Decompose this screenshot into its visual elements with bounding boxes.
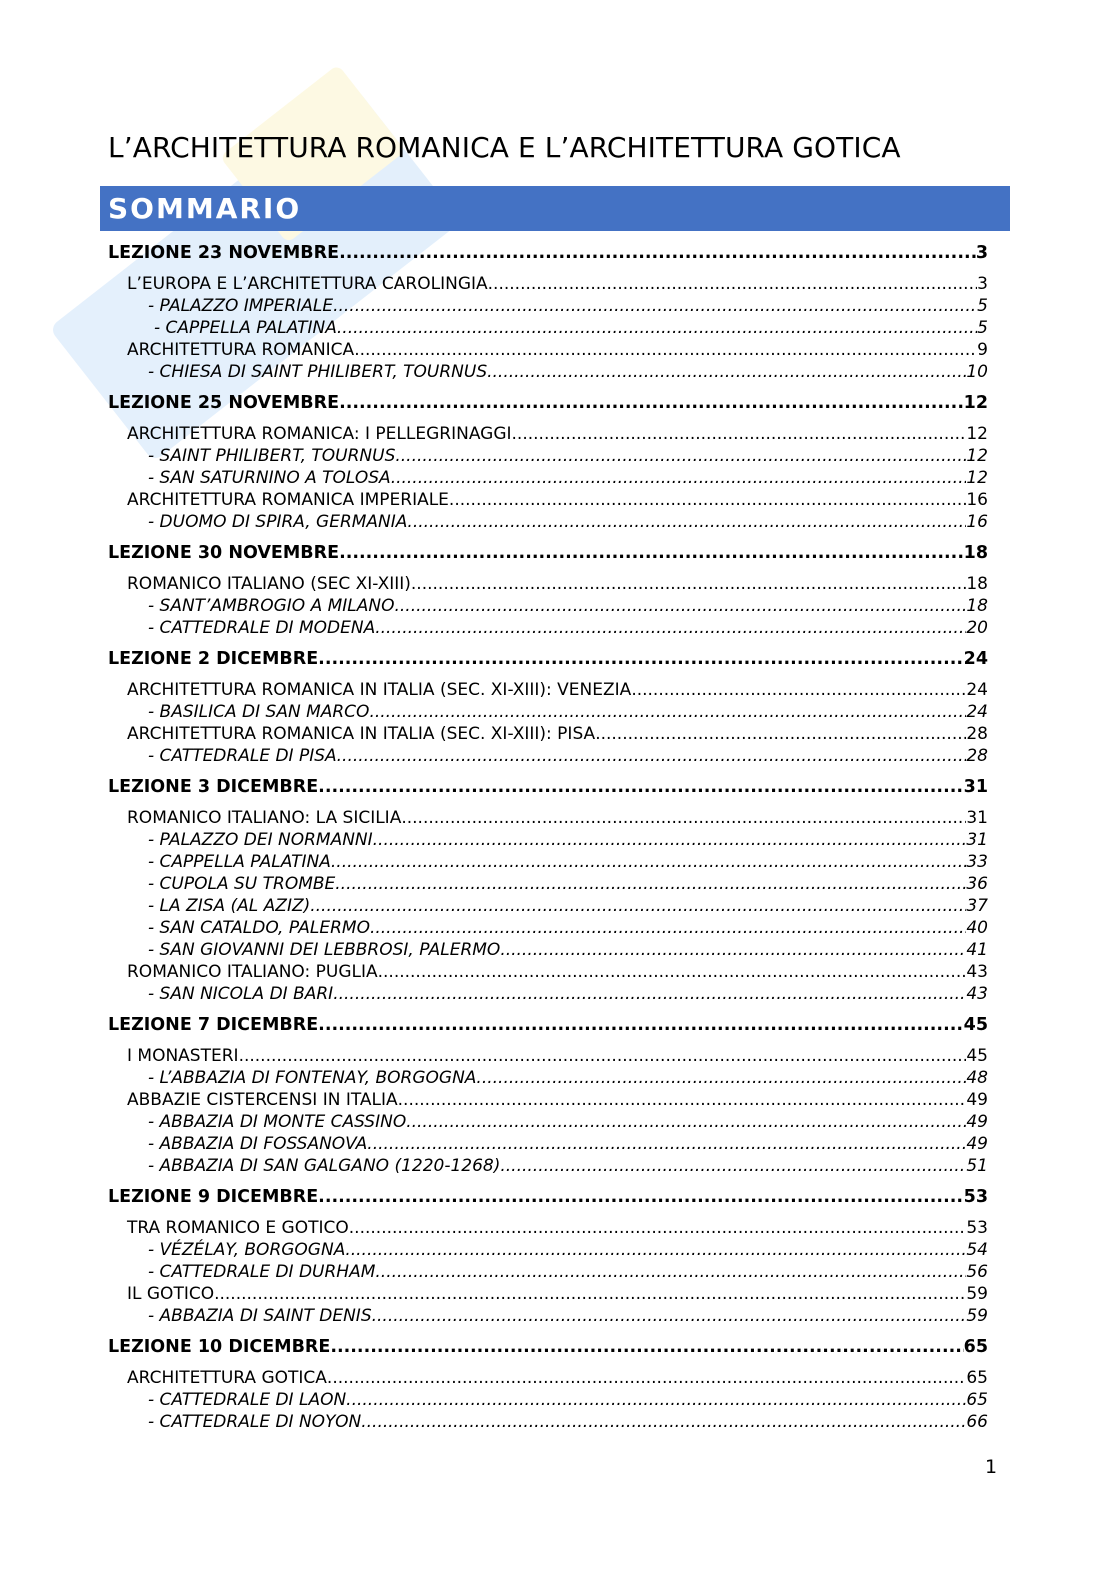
toc-section-entry[interactable] — [127, 1089, 988, 1111]
toc-section-entry[interactable] — [127, 339, 988, 361]
toc-lesson-entry-page-number: 24 — [963, 649, 988, 669]
toc-subsection-entry-label: - CAPPELLA PALATINA — [148, 852, 331, 872]
toc-lesson-entry[interactable] — [108, 1184, 988, 1210]
toc-subsection-entry-page-number: 41 — [966, 940, 988, 960]
toc-subsection-entry-label: - BASILICA DI SAN MARCO — [148, 702, 370, 722]
toc-subsection-entry-label: - CAPPELLA PALATINA — [154, 318, 337, 338]
toc-subsection-entry-page-number: 28 — [966, 746, 988, 766]
toc-lesson-entry-page-number: 3 — [975, 243, 988, 263]
dot-leader — [327, 1367, 966, 1389]
toc-lesson-block — [0, 390, 1116, 533]
toc-subsection-entry-label: - PALAZZO IMPERIALE — [148, 296, 334, 316]
dot-leader — [331, 851, 966, 873]
toc-lesson-block — [0, 540, 1116, 639]
dot-leader — [318, 1184, 963, 1210]
toc-subsection-entry[interactable] — [148, 1111, 988, 1133]
dot-leader — [500, 939, 966, 961]
toc-lesson-entry-page-number: 45 — [963, 1015, 988, 1035]
toc-section-entry-page-number: 43 — [966, 962, 988, 982]
dot-leader — [339, 390, 964, 416]
toc-lesson-block — [0, 1012, 1116, 1177]
dot-leader — [395, 445, 966, 467]
dot-leader — [337, 317, 977, 339]
toc-subsection-entry-label: - ABBAZIA DI MONTE CASSINO — [148, 1112, 407, 1132]
toc-subsection-entry-label: - DUOMO DI SPIRA, GERMANIA — [148, 512, 408, 532]
toc-subsection-entry[interactable] — [148, 1067, 988, 1089]
dot-leader — [333, 983, 966, 1005]
toc-subsection-entry[interactable] — [148, 467, 988, 489]
toc-subsection-entry[interactable] — [148, 1261, 988, 1283]
toc-section-entry-label: ROMANICO ITALIANO: LA SICILIA — [127, 808, 402, 828]
toc-subsection-entry-page-number: 24 — [966, 702, 988, 722]
toc-subsection-entry[interactable] — [154, 317, 988, 339]
dot-leader — [339, 540, 964, 566]
toc-section-entry-label: IL GOTICO — [127, 1284, 215, 1304]
toc-subsection-entry-label: - SAN GIOVANNI DEI LEBBROSI, PALERMO — [148, 940, 501, 960]
toc-section-entry-page-number: 12 — [966, 424, 988, 444]
dot-leader — [214, 1283, 966, 1305]
toc-lesson-entry[interactable] — [108, 774, 988, 800]
dot-leader — [318, 646, 963, 672]
toc-subsection-entry[interactable] — [148, 917, 988, 939]
toc-subsection-entry-page-number: 12 — [966, 468, 988, 488]
toc-subsection-entry[interactable] — [148, 1411, 988, 1433]
toc-section-entry-page-number: 18 — [966, 574, 988, 594]
dot-leader — [372, 1305, 967, 1327]
toc-subsection-entry-label: - ABBAZIA DI SAINT DENIS — [148, 1306, 372, 1326]
toc-lesson-entry[interactable] — [108, 540, 988, 566]
toc-subsection-entry-page-number: 37 — [966, 896, 988, 916]
toc-subsection-entry-label: - SAN SATURNINO A TOLOSA — [148, 468, 391, 488]
toc-subsection-entry-page-number: 43 — [966, 984, 988, 1004]
toc-subsection-entry[interactable] — [148, 983, 988, 1005]
toc-section-entry[interactable] — [127, 423, 988, 445]
toc-section-entry[interactable] — [127, 679, 988, 701]
dot-leader — [375, 1261, 966, 1283]
toc-lesson-entry-page-number: 53 — [963, 1187, 988, 1207]
toc-section-entry-label: I MONASTERI — [127, 1046, 239, 1066]
toc-subsection-entry-page-number: 36 — [966, 874, 988, 894]
dot-leader — [375, 617, 966, 639]
toc-section-entry-label: TRA ROMANICO E GOTICO — [127, 1218, 349, 1238]
toc-subsection-entry-page-number: 66 — [966, 1412, 988, 1432]
toc-section-entry-label: L’EUROPA E L’ARCHITETTURA CAROLINGIA — [127, 274, 488, 294]
dot-leader — [310, 895, 966, 917]
toc-subsection-entry[interactable] — [148, 1239, 988, 1261]
toc-lesson-entry-label: LEZIONE 2 DICEMBRE — [108, 649, 319, 669]
dot-leader — [411, 573, 966, 595]
dot-leader — [335, 873, 966, 895]
toc-subsection-entry-page-number: 16 — [966, 512, 988, 532]
dot-leader — [395, 595, 967, 617]
toc-lesson-block — [0, 1184, 1116, 1327]
toc-section-entry-label: ARCHITETTURA GOTICA — [127, 1368, 327, 1388]
toc-section-entry-page-number: 16 — [966, 490, 988, 510]
dot-leader — [631, 679, 966, 701]
toc-section-entry-page-number: 53 — [966, 1218, 988, 1238]
toc-subsection-entry-label: - CHIESA DI SAINT PHILIBERT, TOURNUS — [148, 362, 488, 382]
dot-leader — [449, 489, 966, 511]
toc-subsection-entry-label: - CUPOLA SU TROMBE — [148, 874, 336, 894]
document-title: L’ARCHITETTURA ROMANICA E L’ARCHITETTURA GOTICA — [108, 131, 901, 164]
toc-section-entry-page-number: 24 — [966, 680, 988, 700]
toc-subsection-entry-page-number: 49 — [966, 1134, 988, 1154]
dot-leader — [476, 1067, 966, 1089]
toc-subsection-entry-label: - CATTEDRALE DI DURHAM — [148, 1262, 376, 1282]
toc-subsection-entry[interactable] — [148, 1133, 988, 1155]
toc-lesson-block — [0, 240, 1116, 383]
toc-subsection-entry-label: - CATTEDRALE DI LAON — [148, 1390, 347, 1410]
toc-section-entry-page-number: 31 — [966, 808, 988, 828]
toc-section-entry[interactable] — [127, 273, 988, 295]
toc-subsection-entry-page-number: 48 — [966, 1068, 988, 1088]
dot-leader — [337, 745, 967, 767]
dot-leader — [373, 829, 967, 851]
dot-leader — [487, 361, 966, 383]
toc-subsection-entry-label: - VÉZÉLAY, BORGOGNA — [148, 1240, 346, 1260]
toc-section-entry-label: ROMANICO ITALIANO: PUGLIA — [127, 962, 378, 982]
toc-subsection-entry-label: - SANT’AMBROGIO A MILANO — [148, 596, 395, 616]
toc-subsection-entry-label: - CATTEDRALE DI NOYON — [148, 1412, 362, 1432]
toc-subsection-entry-label: - CATTEDRALE DI PISA — [148, 746, 337, 766]
table-of-contents — [0, 240, 1116, 1440]
toc-subsection-entry-page-number: 51 — [966, 1156, 988, 1176]
toc-subsection-entry[interactable] — [148, 1155, 988, 1177]
dot-leader — [378, 961, 967, 983]
toc-subsection-entry-page-number: 33 — [966, 852, 988, 872]
toc-subsection-entry-page-number: 12 — [966, 446, 988, 466]
toc-lesson-entry[interactable] — [108, 1334, 988, 1360]
dot-leader — [367, 1133, 966, 1155]
toc-section-entry[interactable] — [127, 573, 988, 595]
toc-section-entry[interactable] — [127, 489, 988, 511]
dot-leader — [333, 295, 977, 317]
toc-subsection-entry-page-number: 65 — [966, 1390, 988, 1410]
toc-lesson-entry-label: LEZIONE 7 DICEMBRE — [108, 1015, 319, 1035]
toc-lesson-entry-page-number: 31 — [963, 777, 988, 797]
dot-leader — [398, 1089, 967, 1111]
toc-subsection-entry[interactable] — [148, 445, 988, 467]
dot-leader — [354, 339, 977, 361]
dot-leader — [330, 1334, 963, 1360]
toc-section-entry-page-number: 49 — [966, 1090, 988, 1110]
toc-lesson-entry[interactable] — [108, 1012, 988, 1038]
toc-subsection-entry-label: - SAINT PHILIBERT, TOURNUS — [148, 446, 396, 466]
toc-subsection-entry[interactable] — [148, 829, 988, 851]
dot-leader — [391, 467, 967, 489]
toc-section-entry-label: ARCHITETTURA ROMANICA — [127, 340, 355, 360]
toc-section-entry[interactable] — [127, 1217, 988, 1239]
toc-lesson-entry-label: LEZIONE 25 NOVEMBRE — [108, 393, 340, 413]
toc-subsection-entry-page-number: 31 — [966, 830, 988, 850]
toc-lesson-entry-label: LEZIONE 9 DICEMBRE — [108, 1187, 319, 1207]
toc-subsection-entry-label: - L’ABBAZIA DI FONTENAY, BORGOGNA — [148, 1068, 477, 1088]
dot-leader — [345, 1239, 966, 1261]
toc-section-entry-label: ARCHITETTURA ROMANICA IN ITALIA (SEC. XI-XIII): VENEZIA — [127, 680, 632, 700]
toc-subsection-entry-label: - CATTEDRALE DI MODENA — [148, 618, 376, 638]
dot-leader — [500, 1155, 966, 1177]
toc-lesson-entry[interactable] — [108, 646, 988, 672]
dot-leader — [370, 917, 966, 939]
toc-subsection-entry-page-number: 5 — [977, 296, 988, 316]
toc-section-entry[interactable] — [127, 723, 988, 745]
toc-section-entry[interactable] — [127, 1283, 988, 1305]
toc-subsection-entry[interactable] — [148, 595, 988, 617]
toc-subsection-entry[interactable] — [148, 873, 988, 895]
dot-leader — [349, 1217, 967, 1239]
toc-lesson-entry[interactable] — [108, 390, 988, 416]
toc-lesson-block — [0, 646, 1116, 767]
toc-section-entry-page-number: 3 — [977, 274, 988, 294]
toc-lesson-entry-label: LEZIONE 23 NOVEMBRE — [108, 243, 340, 263]
toc-lesson-entry[interactable] — [108, 240, 988, 266]
toc-subsection-entry[interactable] — [148, 745, 988, 767]
toc-lesson-entry-label: LEZIONE 30 NOVEMBRE — [108, 543, 340, 563]
dot-leader — [361, 1411, 966, 1433]
toc-lesson-entry-page-number: 12 — [963, 393, 988, 413]
toc-section-entry[interactable] — [127, 1045, 988, 1067]
toc-lesson-entry-page-number: 65 — [963, 1337, 988, 1357]
toc-section-entry-label: ABBAZIE CISTERCENSI IN ITALIA — [127, 1090, 398, 1110]
dot-leader — [406, 1111, 966, 1133]
dot-leader — [488, 273, 978, 295]
toc-subsection-entry-page-number: 10 — [966, 362, 988, 382]
page-number: 1 — [985, 1456, 998, 1478]
toc-subsection-entry[interactable] — [148, 895, 988, 917]
toc-section-entry-page-number: 45 — [966, 1046, 988, 1066]
toc-section-entry-page-number: 59 — [966, 1284, 988, 1304]
toc-subsection-entry-page-number: 56 — [966, 1262, 988, 1282]
toc-section-entry-page-number: 28 — [966, 724, 988, 744]
dot-leader — [407, 511, 966, 533]
toc-subsection-entry[interactable] — [148, 1305, 988, 1327]
sommario-heading: SOMMARIO — [100, 186, 1010, 231]
dot-leader — [239, 1045, 967, 1067]
toc-section-entry[interactable] — [127, 807, 988, 829]
toc-subsection-entry-page-number: 20 — [966, 618, 988, 638]
toc-subsection-entry-page-number: 40 — [966, 918, 988, 938]
toc-lesson-entry-label: LEZIONE 3 DICEMBRE — [108, 777, 319, 797]
toc-subsection-entry-label: - LA ZISA (AL AZIZ) — [148, 896, 311, 916]
dot-leader — [318, 774, 963, 800]
toc-section-entry-label: ROMANICO ITALIANO (SEC XI-XIII) — [127, 574, 411, 594]
toc-subsection-entry[interactable] — [148, 851, 988, 873]
toc-subsection-entry[interactable] — [148, 361, 988, 383]
toc-subsection-entry[interactable] — [148, 701, 988, 723]
dot-leader — [339, 240, 976, 266]
toc-subsection-entry-label: - ABBAZIA DI FOSSANOVA — [148, 1134, 368, 1154]
toc-subsection-entry[interactable] — [148, 511, 988, 533]
toc-lesson-block — [0, 774, 1116, 1005]
toc-subsection-entry-page-number: 59 — [966, 1306, 988, 1326]
toc-lesson-entry-page-number: 18 — [963, 543, 988, 563]
toc-subsection-entry-page-number: 49 — [966, 1112, 988, 1132]
toc-section-entry-page-number: 65 — [966, 1368, 988, 1388]
dot-leader — [318, 1012, 963, 1038]
dot-leader — [346, 1389, 966, 1411]
toc-subsection-entry[interactable] — [148, 1389, 988, 1411]
toc-subsection-entry-page-number: 18 — [966, 596, 988, 616]
toc-section-entry-page-number: 9 — [977, 340, 988, 360]
toc-subsection-entry-page-number: 54 — [966, 1240, 988, 1260]
dot-leader — [595, 723, 966, 745]
toc-section-entry-label: ARCHITETTURA ROMANICA IMPERIALE — [127, 490, 449, 510]
dot-leader — [369, 701, 966, 723]
toc-section-entry[interactable] — [127, 1367, 988, 1389]
toc-section-entry-label: ARCHITETTURA ROMANICA: I PELLEGRINAGGI — [127, 424, 512, 444]
dot-leader — [512, 423, 967, 445]
toc-lesson-block — [0, 1334, 1116, 1433]
toc-lesson-entry-label: LEZIONE 10 DICEMBRE — [108, 1337, 331, 1357]
toc-subsection-entry[interactable] — [148, 295, 988, 317]
toc-section-entry[interactable] — [127, 961, 988, 983]
toc-subsection-entry-label: - ABBAZIA DI SAN GALGANO (1220-1268) — [148, 1156, 501, 1176]
toc-subsection-entry-label: - SAN CATALDO, PALERMO — [148, 918, 370, 938]
toc-subsection-entry-label: - PALAZZO DEI NORMANNI — [148, 830, 373, 850]
toc-section-entry-label: ARCHITETTURA ROMANICA IN ITALIA (SEC. XI-XIII): PISA — [127, 724, 596, 744]
toc-subsection-entry[interactable] — [148, 939, 988, 961]
toc-subsection-entry-page-number: 5 — [977, 318, 988, 338]
toc-subsection-entry[interactable] — [148, 617, 988, 639]
dot-leader — [401, 807, 966, 829]
toc-subsection-entry-label: - SAN NICOLA DI BARI — [148, 984, 334, 1004]
